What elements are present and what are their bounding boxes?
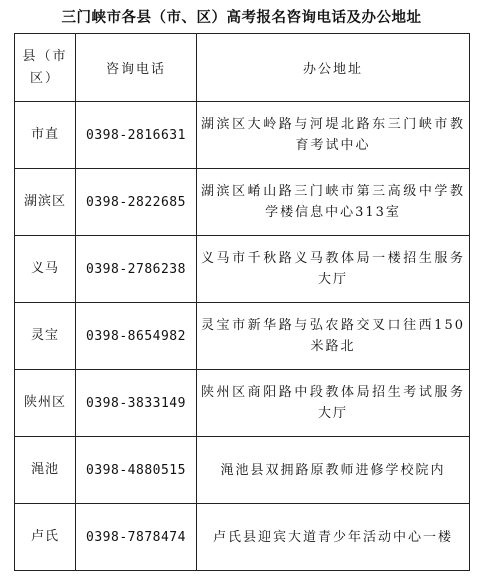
phone-cell: 0398-2822685 [76, 169, 197, 236]
header-county: 县（市区） [15, 34, 76, 102]
table-row [15, 236, 470, 303]
table-row [15, 102, 470, 169]
address-cell: 湖滨区崤山路三门峡市第三高级中学教学楼信息中心313室 [197, 169, 470, 236]
contact-table [14, 33, 470, 571]
address-cell: 湖滨区大岭路与河堤北路东三门峡市教育考试中心 [197, 102, 470, 169]
address-cell: 卢氏县迎宾大道青少年活动中心一楼 [197, 504, 470, 571]
header-phone: 咨询电话 [76, 34, 197, 102]
table-row [15, 504, 470, 571]
phone-cell: 0398-2816631 [76, 102, 197, 169]
phone-cell: 0398-4880515 [76, 437, 197, 504]
address-cell: 陕州区商阳路中段教体局招生考试服务大厅 [197, 370, 470, 437]
address-cell: 义马市千秋路义马教体局一楼招生服务大厅 [197, 236, 470, 303]
table-header-row [15, 34, 470, 102]
phone-cell: 0398-3833149 [76, 370, 197, 437]
address-cell: 灵宝市新华路与弘农路交叉口往西150米路北 [197, 303, 470, 370]
county-cell: 卢氏 [15, 504, 76, 571]
county-cell: 市直 [15, 102, 76, 169]
table-row [15, 437, 470, 504]
phone-cell: 0398-8654982 [76, 303, 197, 370]
county-cell: 渑池 [15, 437, 76, 504]
county-cell: 湖滨区 [15, 169, 76, 236]
table-row [15, 370, 470, 437]
address-cell: 渑池县双拥路原教师进修学校院内 [197, 437, 470, 504]
phone-cell: 0398-7878474 [76, 504, 197, 571]
phone-cell: 0398-2786238 [76, 236, 197, 303]
county-cell: 陕州区 [15, 370, 76, 437]
county-cell: 灵宝 [15, 303, 76, 370]
table-row [15, 303, 470, 370]
county-cell: 义马 [15, 236, 76, 303]
document-title: 三门峡市各县（市、区）高考报名咨询电话及办公地址 [61, 9, 422, 26]
table-row [15, 169, 470, 236]
header-address: 办公地址 [197, 34, 470, 102]
